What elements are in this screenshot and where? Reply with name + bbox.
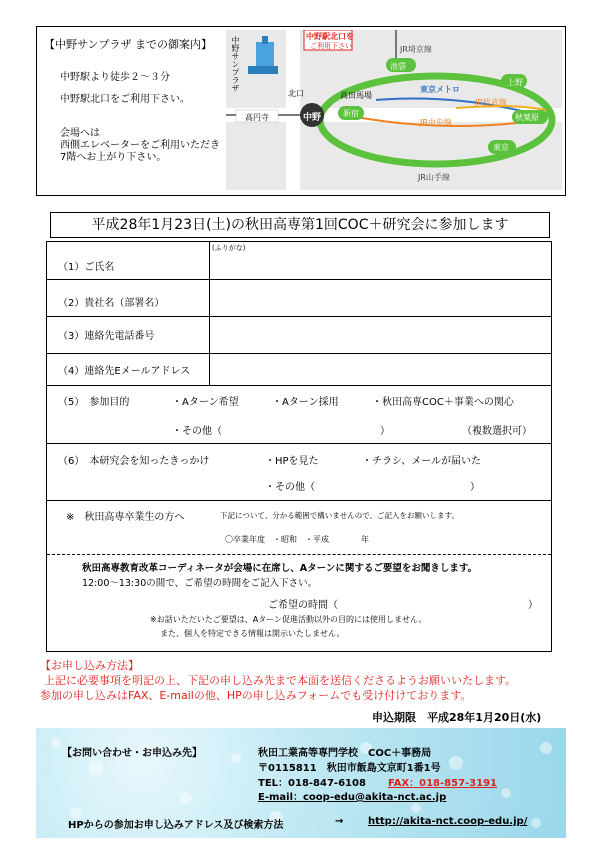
trigger-other-close: ）	[470, 482, 480, 493]
contact-tel: TEL：018-847-6108	[258, 778, 366, 789]
email-input[interactable]	[213, 357, 547, 383]
access-venue-1: 会場へは	[60, 128, 100, 139]
hp-label: HPからの参加お申し込みアドレス及び検索方法	[68, 820, 284, 831]
alumni-label: ※ 秋田高専卒業生の方へ	[66, 512, 185, 523]
contact-email-link[interactable]: E-mail：coop-edu@akita-nct.ac.jp	[258, 792, 447, 803]
apply-deadline: 申込期限 平成28年1月20日(水)	[372, 711, 542, 724]
hp-url-link[interactable]: http://akita-nct.coop-edu.jp/	[368, 816, 528, 827]
alumni-note: 下記について、分かる範囲で構いませんので、ご記入をお願いします。	[220, 511, 459, 520]
time-note: 12:00～13:30の間で、ご希望の時間をご記入下さい。	[82, 578, 318, 589]
map-label-sunplaza: 中野サンプラザ	[231, 36, 240, 92]
purpose-option-aturn-hire[interactable]: ・Aターン採用	[272, 397, 339, 408]
purpose-label: （5） 参加目的	[58, 397, 130, 408]
arrow-icon: →	[335, 816, 344, 827]
contact-heading: 【お問い合わせ・お申込み先】	[62, 748, 202, 759]
map-label-nakano: 中野	[303, 113, 322, 123]
map-label-tokyo-metro: 東京メトロ	[420, 85, 460, 94]
event-title-box	[50, 212, 550, 238]
apply-heading: 【お申し込み方法】	[40, 659, 139, 672]
apply-line-2: 参加の申し込みはFAX、E-mailの他、HPの申し込みフォームでも受け付けております。	[40, 689, 472, 702]
coordinator-note: 秋田高専教育改革コーディネータが会場に在席し、Aターンに関するご要望をお聞きします。	[82, 563, 478, 574]
map-label-ueno: 上野	[507, 78, 523, 87]
access-venue-2: 西側エレベーターをご利用いただき	[60, 140, 220, 151]
contact-fax: FAX：018-857-3191	[388, 778, 498, 789]
map-label-akihabara: 秋葉原	[515, 113, 539, 122]
map-label-takadanobaba: 高田馬場	[340, 91, 372, 100]
purpose-option-aturn-hope[interactable]: ・Aターン希望	[172, 397, 239, 408]
name-input[interactable]	[213, 250, 547, 276]
desired-time-field[interactable]: ご希望の時間（	[268, 600, 338, 611]
apply-line-1: 上記に必要事項を明記の上、下記の申し込み先まで本面を送信くださるようお願いいたします。	[44, 674, 517, 687]
desired-time-close: ）	[528, 600, 538, 611]
trigger-option-flyer[interactable]: ・チラシ、メールが届いた	[362, 456, 481, 467]
privacy-note-1: ※お話いただいたご要望は、Aターン促進活動以外の目的には使用しません。	[150, 615, 427, 624]
purpose-option-coc-interest[interactable]: ・秋田高専COC＋事業への関心	[372, 397, 514, 408]
contact-address: 〒0115811 秋田市飯島文京町1番1号	[258, 763, 441, 774]
map-label-ikebukuro: 池袋	[390, 62, 406, 71]
event-title: 平成28年1月23日(土)の秋田高専第1回COC＋研究会に参加します	[91, 217, 509, 233]
company-input[interactable]	[213, 286, 547, 312]
phone-input[interactable]	[213, 322, 547, 348]
contact-org: 秋田工業高等専門学校 COC＋事務局	[258, 748, 432, 759]
map-label-saikyo: JR埼京線	[400, 45, 432, 54]
access-venue-3: 7階へお上がり下さい。	[60, 152, 167, 163]
graduation-year-field[interactable]: 〇卒業年度 ・昭和 ・平成 年	[225, 535, 369, 544]
purpose-other-close: ）	[380, 426, 390, 437]
map-label-kitaguchi: 北口	[288, 89, 304, 98]
map-label-yamanote: JR山手線	[418, 173, 450, 182]
privacy-note-2: また、個人を特定できる情報は開示いたしません。	[160, 629, 345, 638]
map-label-chuo: JR中央線	[420, 118, 452, 127]
map-label-tokyo: 東京	[493, 143, 509, 152]
trigger-label: （6） 本研究会を知ったきっかけ	[58, 456, 210, 467]
phone-label: （3）連絡先電話番号	[58, 331, 155, 342]
map-label-koenji: 高円寺	[245, 113, 269, 122]
multi-select-note: （複数選択可）	[462, 426, 532, 437]
company-label: （2）貴社名（部署名）	[58, 298, 165, 309]
trigger-option-other[interactable]: ・その他（	[265, 482, 315, 493]
map-label-north-exit-note-2: ご利用下さい	[310, 42, 352, 50]
access-north-exit: 中野駅北口をご利用下さい。	[60, 94, 190, 105]
purpose-option-other[interactable]: ・その他（	[172, 426, 222, 437]
access-heading: 【中野サンプラザ までの御案内】	[44, 38, 212, 51]
trigger-option-hp[interactable]: ・HPを見た	[265, 456, 319, 467]
furigana-label: (ふりがな)	[212, 244, 246, 252]
email-label: （4）連絡先Eメールアドレス	[58, 366, 191, 377]
name-label: （1）ご氏名	[58, 262, 115, 273]
map-label-sobu: JR総武線	[475, 98, 507, 107]
route-map	[226, 30, 562, 190]
map-label-north-exit-note: 中野駅北口を	[306, 32, 354, 41]
access-walk-time: 中野駅より徒歩２～３分	[60, 72, 170, 83]
map-label-shinjuku: 新宿	[343, 109, 359, 118]
